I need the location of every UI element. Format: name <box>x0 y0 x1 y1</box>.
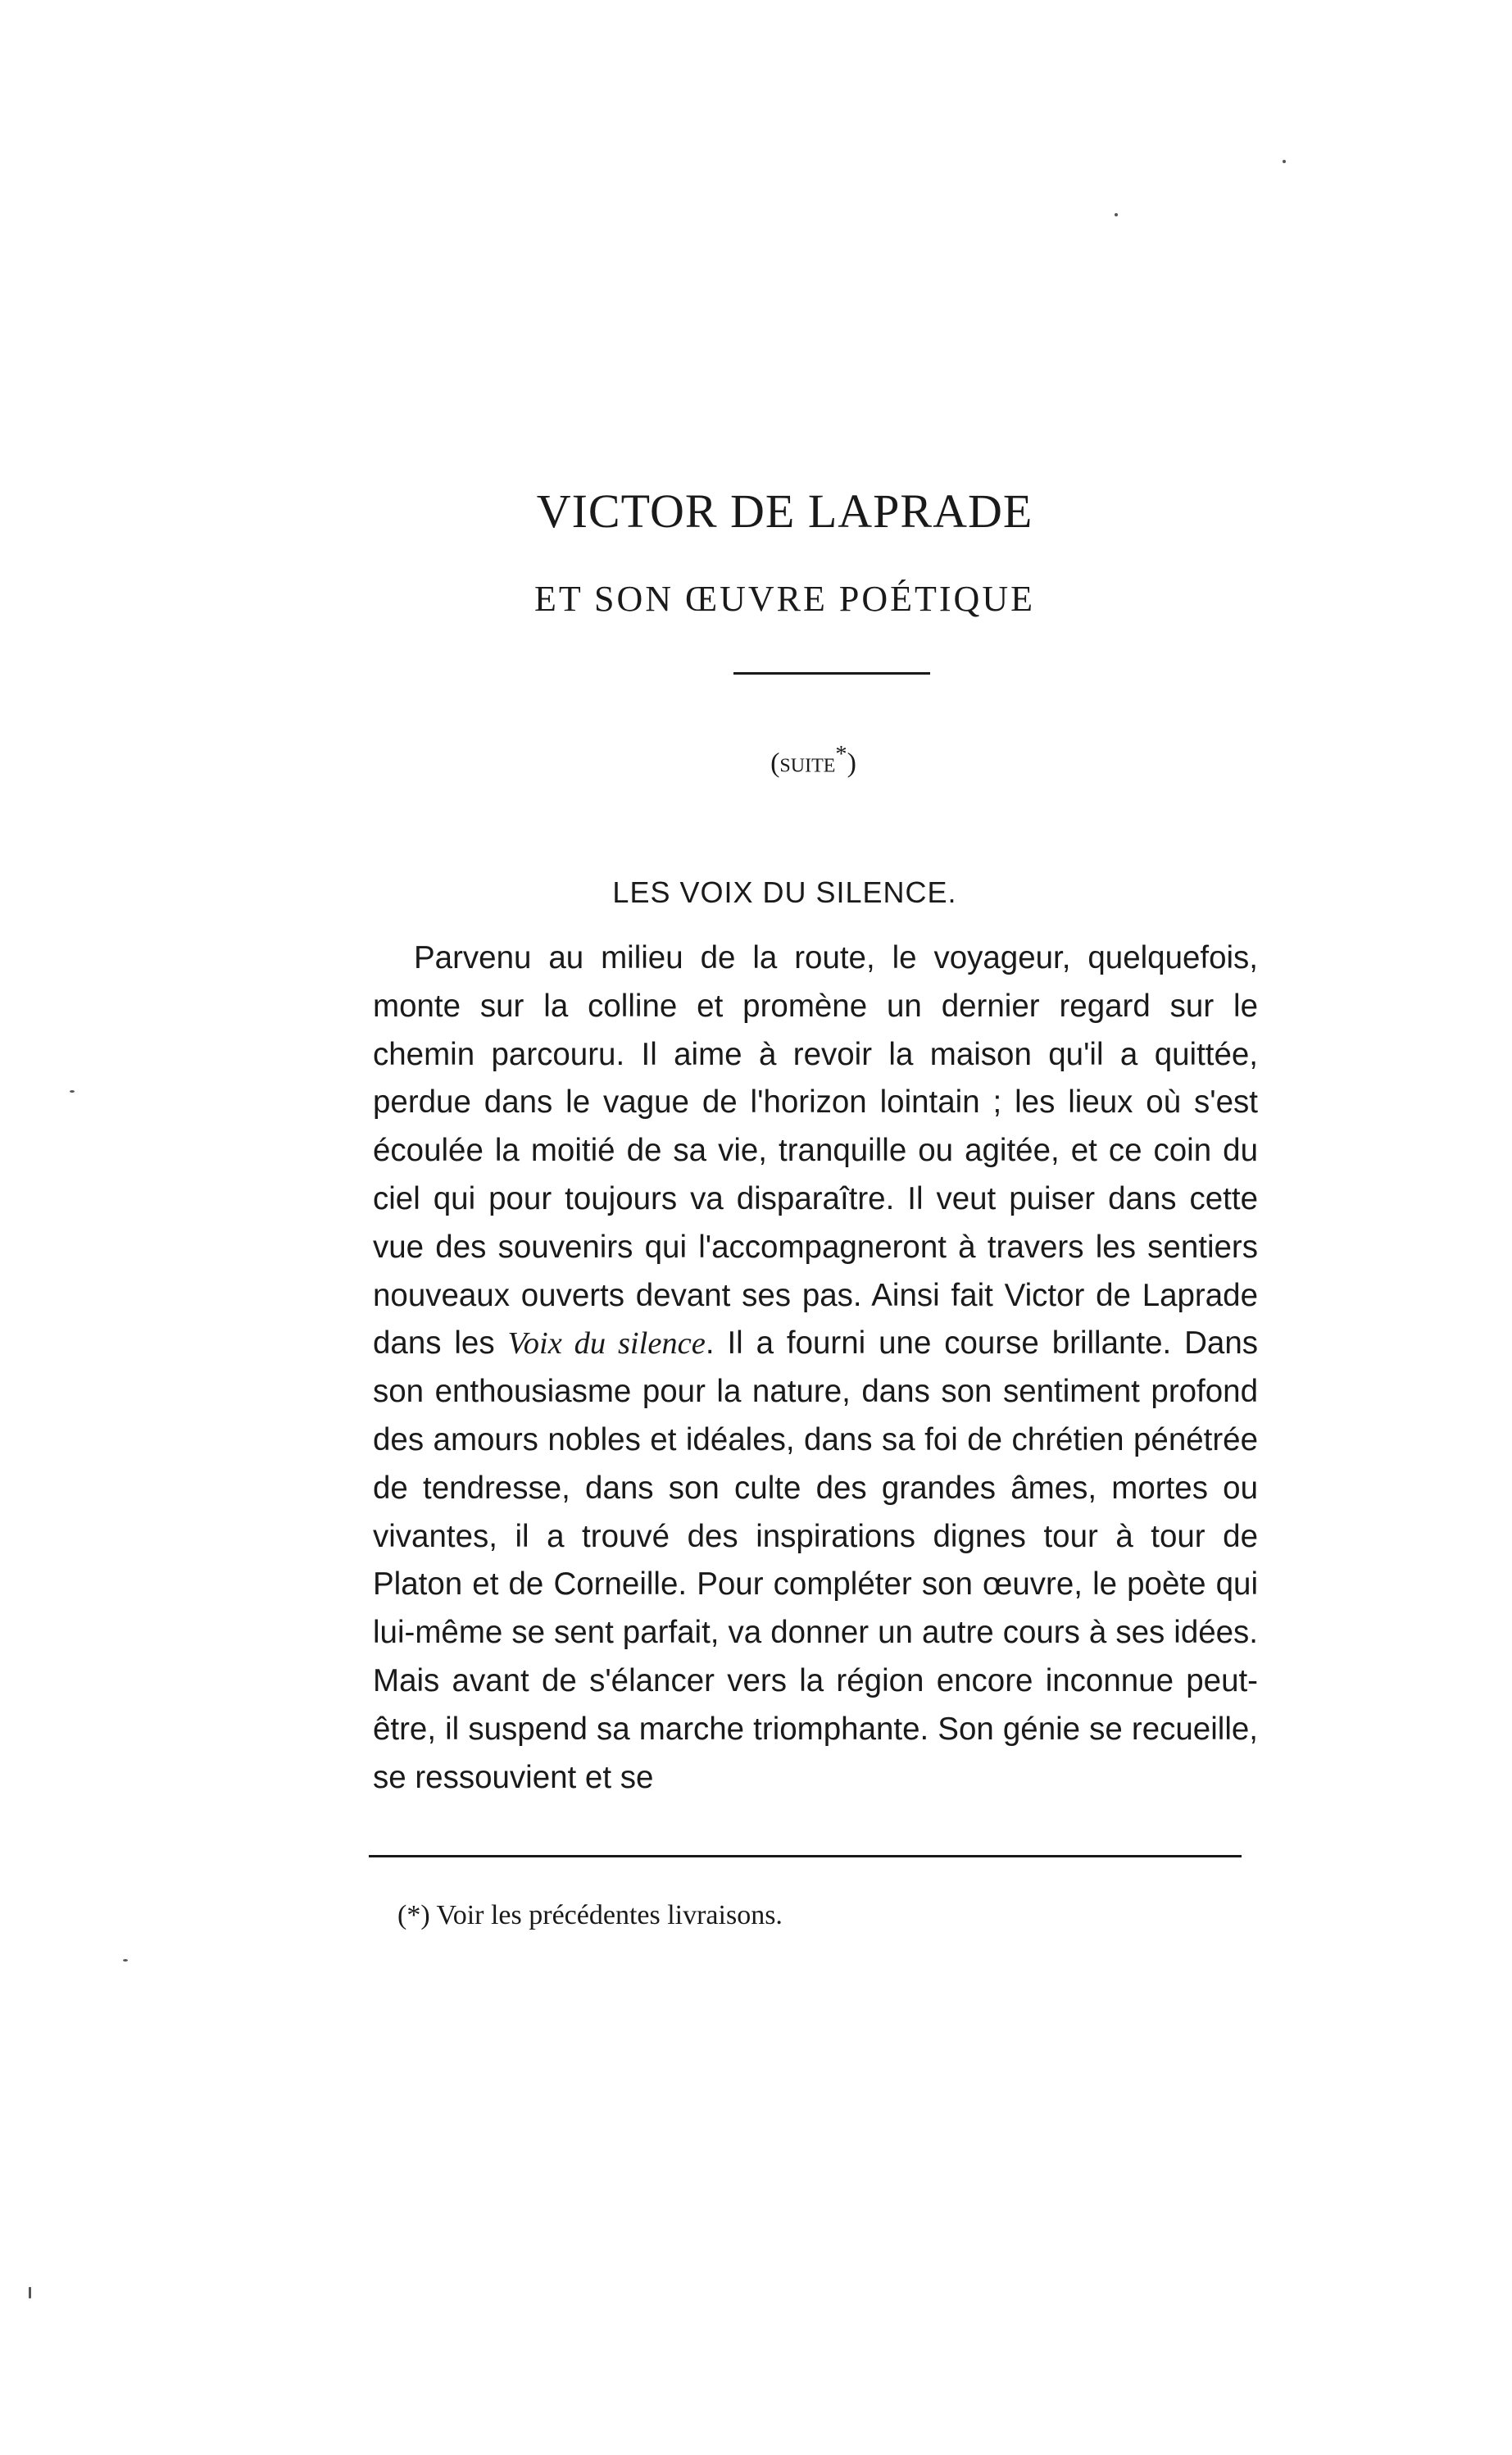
section-heading: LES VOIX DU SILENCE. <box>612 875 957 909</box>
title-divider <box>733 672 930 675</box>
article-subtitle: ET SON ŒUVRE POÉTIQUE <box>534 579 1035 619</box>
body-text-part-2: . Il a fourni une course brillante. Dans son enthousiasme pour la nature, dans son sentiment profond des amours nobles et idéales, dans sa foi de chrétien pénétrée de tendresse, dans son culte des grandes âmes, mortes ou vivantes, il a trouvé des inspirations dignes tour à tour de Platon et de Corneille. Pour compléter son œuvre, le poète qui lui-même se sent parfait, va donner un autre cours à ses idées. Mais avant de s'élancer vers la région encore inconnue peut-être, il suspend sa marche triomphante. Son génie se recueille, se ressouvient et se <box>373 1325 1259 1795</box>
scan-speck <box>29 2287 31 2298</box>
suite-text: suite <box>779 748 836 779</box>
scan-speck <box>123 1959 128 1962</box>
article-title: VICTOR DE LAPRADE <box>536 484 1033 538</box>
scan-speck <box>1115 213 1118 216</box>
footnote-divider <box>369 1855 1242 1857</box>
body-paragraph <box>373 934 1258 1802</box>
footnote-text: Voir les précédentes livraisons. <box>436 1900 783 1930</box>
footnote-mark: (*) <box>397 1900 430 1930</box>
scan-speck <box>70 1090 75 1093</box>
suite-footnote-mark: * <box>835 742 847 767</box>
body-text-part-1: Parvenu au milieu de la route, le voyageur, quelquefois, monte sur la colline et promène un dernier regard sur le chemin parcouru. Il aime à revoir la maison qu'il a quittée, perdue dans le vague de l'horizon lointain ; les lieux où s'est écoulée la moitié de sa vie, tranquille ou agitée, et ce coin du ciel qui pour toujours va disparaître. Il veut puiser dans cette vue des souvenirs qui l'accompagneront à travers les sentiers nouveaux ouverts devant ses pas. Ainsi fait Victor de Laprade dans les <box>373 940 1258 1362</box>
body-italic-title: Voix du silence <box>507 1326 706 1362</box>
footnote <box>397 1900 783 1931</box>
scan-speck <box>1283 160 1286 163</box>
suite-label: (suite*) <box>770 742 856 779</box>
